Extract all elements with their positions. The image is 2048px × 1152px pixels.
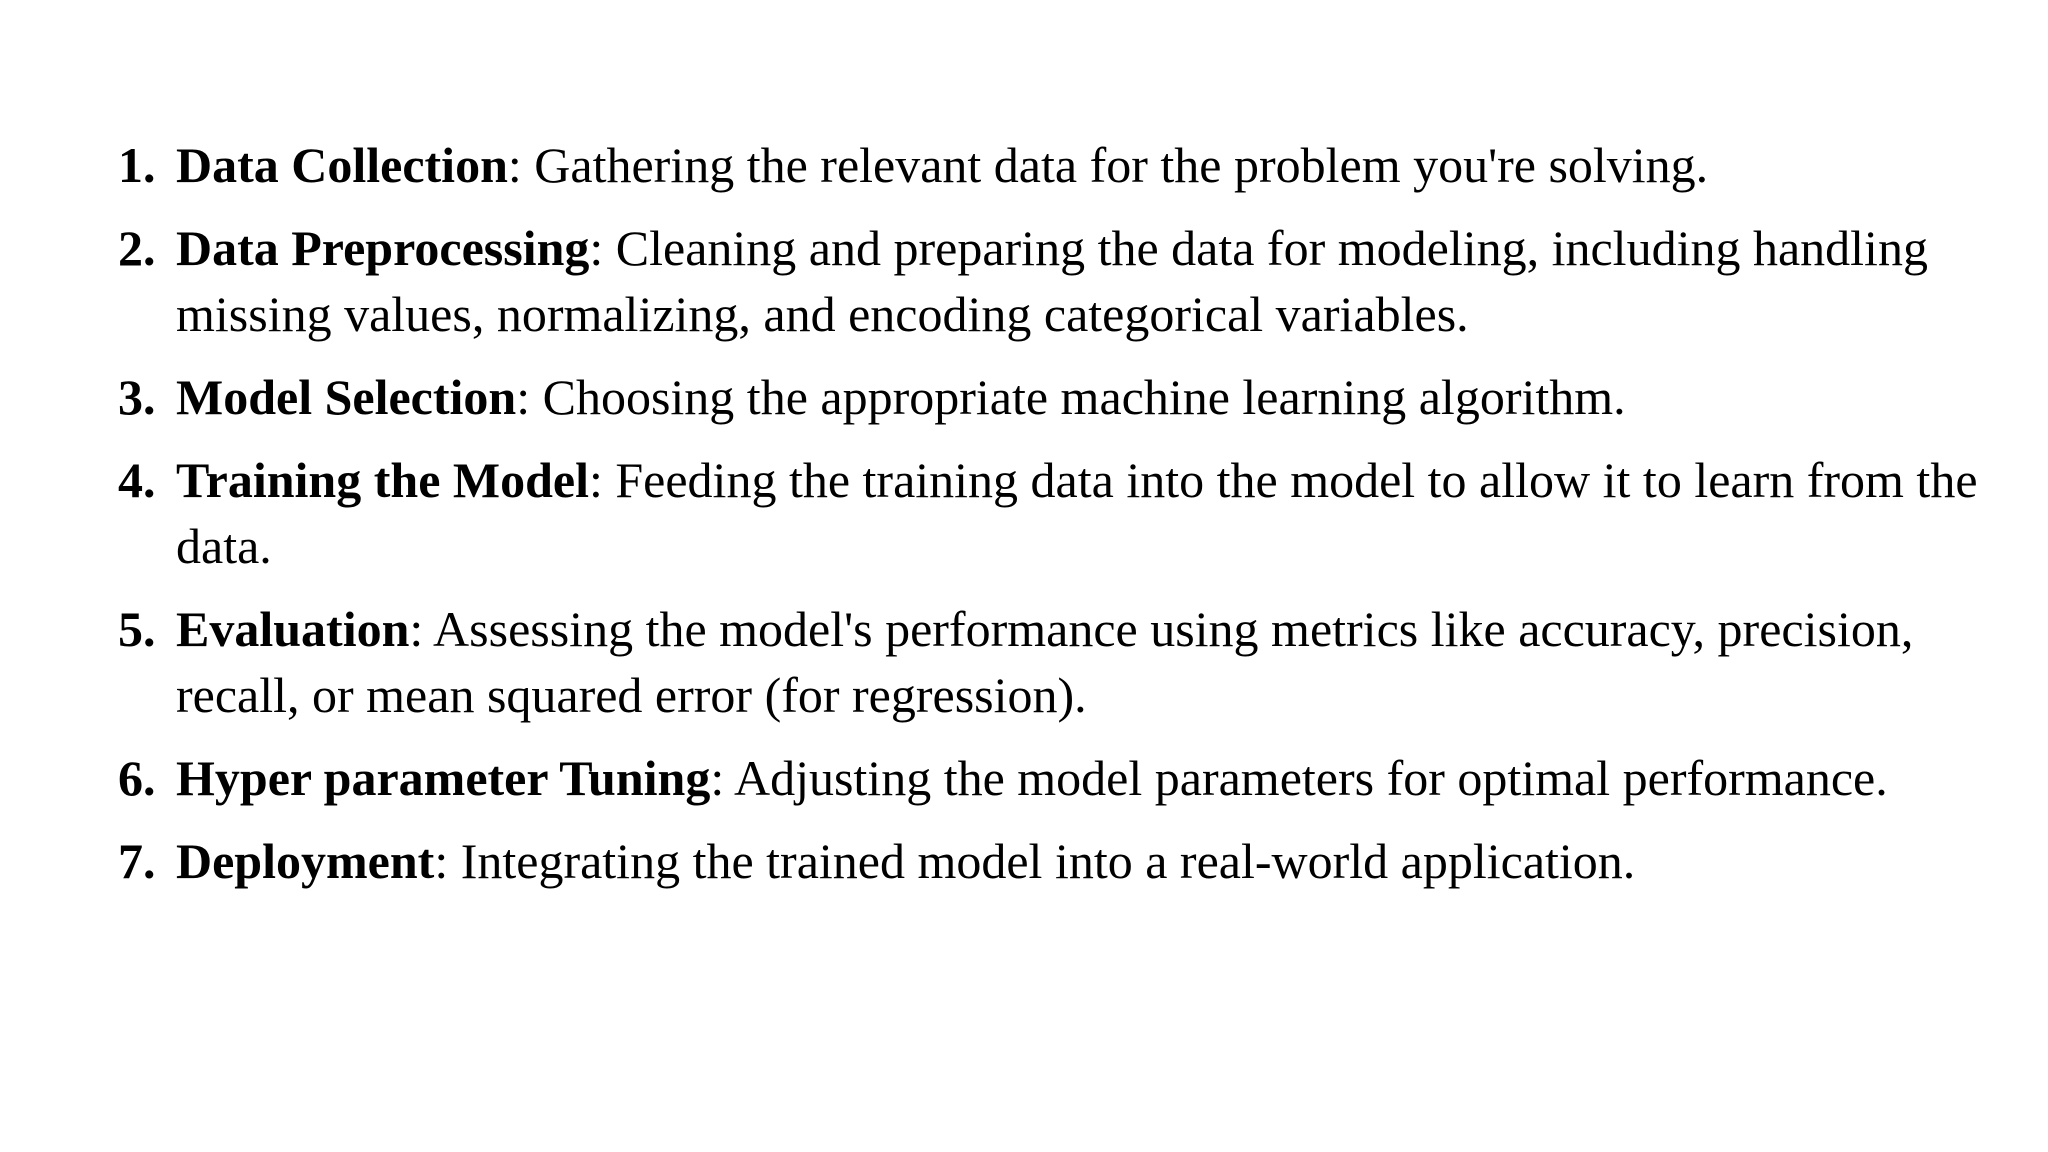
step-description: : Assessing the model's performance using metrics like accuracy, precision, recall, or mean squared error (for regression). xyxy=(176,601,1914,723)
step-description: : Choosing the appropriate machine learning algorithm. xyxy=(516,369,1626,425)
list-item xyxy=(118,745,1998,811)
list-number: 5. xyxy=(118,601,156,657)
list-number: 6. xyxy=(118,750,156,806)
step-description: : Feeding the training data into the model to allow it to learn from the data. xyxy=(176,452,1978,574)
list-number: 7. xyxy=(118,833,156,889)
step-description: : Integrating the trained model into a real-world application. xyxy=(434,833,1636,889)
list-item xyxy=(118,447,1998,579)
list-item xyxy=(118,364,1998,430)
list-number: 2. xyxy=(118,220,156,276)
step-term: Training the Model xyxy=(176,452,589,508)
list-item xyxy=(118,596,1998,728)
step-description: : Gathering the relevant data for the problem you're solving. xyxy=(507,137,1709,193)
step-term: Data Preprocessing xyxy=(176,220,590,276)
list-item xyxy=(118,828,1998,894)
list-number: 1. xyxy=(118,137,156,193)
ml-workflow-list xyxy=(118,132,1998,911)
step-term: Data Collection xyxy=(176,137,508,193)
list-number: 4. xyxy=(118,452,156,508)
step-term: Model Selection xyxy=(176,369,517,425)
step-description: : Cleaning and preparing the data for modeling, including handling missing values, normalizing, and encoding categorical variables. xyxy=(176,220,1928,342)
list-number: 3. xyxy=(118,369,156,425)
list-item xyxy=(118,132,1998,198)
step-description: : Adjusting the model parameters for optimal performance. xyxy=(710,750,1888,806)
step-term: Deployment xyxy=(176,833,435,889)
list-item xyxy=(118,215,1998,347)
step-term: Hyper parameter Tuning xyxy=(176,750,711,806)
step-term: Evaluation xyxy=(176,601,410,657)
